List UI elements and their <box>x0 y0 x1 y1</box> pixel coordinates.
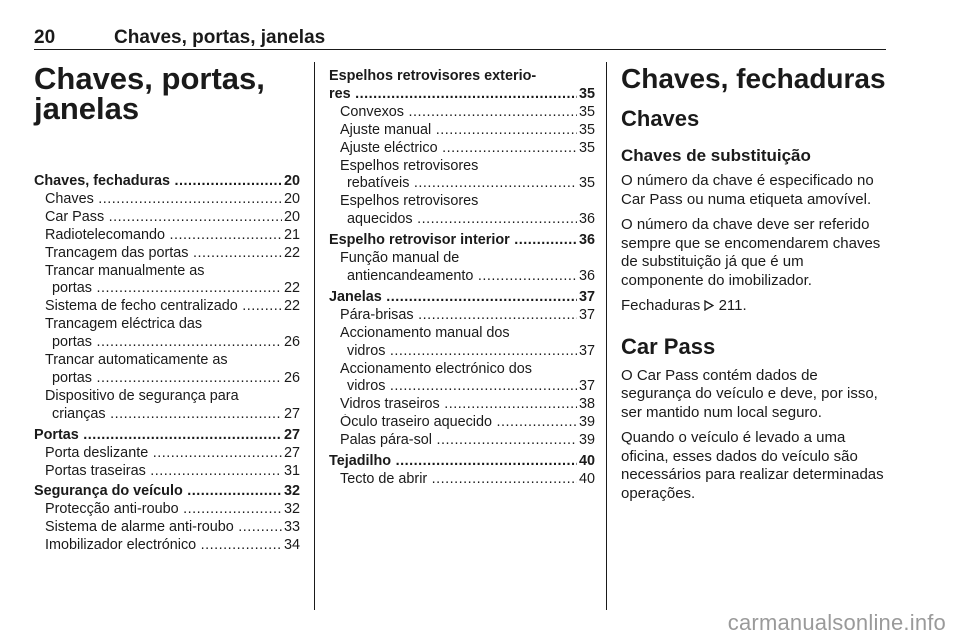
toc-page-number: 35 <box>578 103 595 120</box>
toc-entry-label: Trancagem eléctrica das <box>45 316 203 333</box>
toc-entry[interactable] <box>34 463 300 481</box>
toc-entry-row <box>34 445 300 463</box>
toc-entry-row <box>34 280 300 298</box>
toc-entry-row <box>34 298 300 316</box>
page-number: 20 <box>34 27 56 48</box>
toc-entry[interactable] <box>34 245 300 263</box>
toc-entry-row <box>34 245 300 263</box>
toc-entry[interactable] <box>329 307 595 325</box>
toc-entry-row <box>329 307 595 325</box>
toc-entry-row <box>34 501 300 519</box>
toc-entry[interactable] <box>34 501 300 519</box>
toc-section-entry[interactable] <box>329 453 595 471</box>
toc-page-number: 36 <box>578 232 595 249</box>
toc-entry-label: Trancar automaticamente as <box>45 352 228 369</box>
running-header <box>34 28 886 50</box>
column-divider <box>606 62 607 610</box>
toc-entry-row <box>329 453 595 471</box>
page-reference-arrow-icon <box>704 300 714 311</box>
toc-entry[interactable] <box>329 325 595 361</box>
toc-page-number: 35 <box>578 139 595 156</box>
toc-entry[interactable] <box>329 250 595 286</box>
subsection-heading: Car Pass <box>621 333 716 359</box>
toc-entry-row <box>34 334 300 352</box>
toc-entry-label: Radiotelecomando ..... <box>45 227 282 245</box>
toc-entry-label: Portas traseiras ..... <box>45 463 282 481</box>
toc-entry-label: Imobilizador electrónico ..... <box>45 537 282 555</box>
toc-entry-row <box>329 343 595 361</box>
toc-entry-label: Protecção anti-roubo ..... <box>45 501 282 519</box>
toc-entry-label: Trancagem das portas ..... <box>45 245 282 263</box>
toc-page-number: 37 <box>578 378 595 395</box>
paragraph: O número da chave deve ser referido sempre que se encomendarem chaves de substituição já que é um componente do imobilizador. <box>621 216 881 289</box>
toc-page-number: 33 <box>283 519 300 536</box>
toc-entry-row <box>34 483 300 501</box>
toc-entry-row <box>329 140 595 158</box>
toc-section-entry[interactable] <box>34 483 300 501</box>
toc-column-1 <box>34 62 300 555</box>
subsection-heading: Chaves <box>621 106 700 131</box>
toc-entry-label: res ..... <box>329 86 577 104</box>
toc-section-entry[interactable] <box>34 427 300 445</box>
toc-entry-row <box>34 191 300 209</box>
cross-reference-page: 211. <box>718 297 747 314</box>
section-heading: Chaves, fechaduras <box>621 63 886 94</box>
toc-page-number: 26 <box>283 334 300 351</box>
toc-page-number: 27 <box>283 444 300 461</box>
toc-entry-label: Sistema de fecho centralizado ..... <box>45 298 282 316</box>
toc-entry-row <box>329 378 595 396</box>
toc-entry-label: vidros ..... <box>347 343 577 361</box>
cross-reference[interactable] <box>621 297 889 316</box>
toc-entry[interactable] <box>34 263 300 299</box>
toc-entry-label: Segurança do veículo ..... <box>34 483 282 501</box>
toc-entry-label: Convexos ..... <box>340 104 577 122</box>
toc-page-number: 38 <box>578 396 595 413</box>
toc-entry[interactable] <box>34 352 300 388</box>
toc-entry[interactable] <box>34 388 300 424</box>
toc-entry-label: Óculo traseiro aquecido ..... <box>340 414 577 432</box>
toc-page-number: 20 <box>283 173 300 189</box>
toc-entry-label: Accionamento electrónico dos <box>340 360 532 377</box>
toc-page-number: 27 <box>283 405 300 422</box>
toc-entry-label: Palas pára-sol ..... <box>340 432 577 450</box>
toc-entry-row <box>329 211 595 229</box>
toc-page-number: 21 <box>283 226 300 243</box>
toc-entry-label: Espelhos retrovisores exterio- <box>329 68 537 84</box>
toc-entry-row <box>34 227 300 245</box>
toc-entry-label: Accionamento manual dos <box>340 324 510 341</box>
toc-entry[interactable] <box>34 227 300 245</box>
toc-entry-label: rebatíveis ..... <box>347 175 577 193</box>
toc-entry-label: Car Pass ..... <box>45 209 282 227</box>
toc-entry[interactable] <box>34 519 300 537</box>
toc-entry[interactable] <box>329 140 595 158</box>
toc-page-number: 39 <box>578 414 595 431</box>
toc-entry[interactable] <box>329 122 595 140</box>
toc-entry-label: Espelhos retrovisores <box>340 157 479 174</box>
toc-entry[interactable] <box>329 361 595 397</box>
toc-entry[interactable] <box>329 471 595 489</box>
toc-entry-label: Trancar manualmente as <box>45 262 205 279</box>
toc-section-entry[interactable] <box>34 173 300 191</box>
toc-entry-row <box>329 122 595 140</box>
toc-entry[interactable] <box>329 396 595 414</box>
toc-page-number: 20 <box>283 208 300 225</box>
toc-entry-row <box>329 289 595 307</box>
column-divider <box>314 62 315 610</box>
cross-reference-label: Fechaduras <box>621 297 701 314</box>
toc-entry-label: Pára-brisas ..... <box>340 307 577 325</box>
toc-page-number: 35 <box>578 175 595 192</box>
toc-entry-label: portas ..... <box>52 370 282 388</box>
toc-page-number: 20 <box>283 190 300 207</box>
toc-entry-row <box>329 471 595 489</box>
toc-section-entry[interactable] <box>329 68 595 104</box>
toc-entry[interactable] <box>329 104 595 122</box>
paragraph: Quando o veículo é levado a uma oficina, esses dados do veículo são necessários para realizar determinadas operações. <box>621 429 884 502</box>
toc-entry[interactable] <box>34 316 300 352</box>
toc-entry-row <box>34 463 300 481</box>
toc-entry-row <box>34 209 300 227</box>
toc-entry-label: Dispositivo de segurança para <box>45 387 239 404</box>
toc-entry[interactable] <box>34 191 300 209</box>
toc-section-entry[interactable] <box>329 289 595 307</box>
toc-entry-label: Função manual de <box>340 250 460 267</box>
toc-entry-row <box>34 406 300 424</box>
paragraph: O número da chave é especificado no Car Pass ou numa etiqueta amovível. <box>621 172 874 208</box>
toc-entry[interactable] <box>329 158 595 194</box>
toc-entry-label: aquecidos ..... <box>347 211 577 229</box>
toc-entry-row <box>329 104 595 122</box>
toc-entry[interactable] <box>34 537 300 555</box>
content-column <box>621 62 889 503</box>
toc-entry-label: Sistema de alarme anti-roubo ..... <box>45 519 282 537</box>
paragraph: O Car Pass contém dados de segurança do veículo e deve, por isso, ser mantido num local seguro. <box>621 366 878 421</box>
toc-entry-row <box>329 175 595 193</box>
toc-entry[interactable] <box>34 209 300 227</box>
toc-page-number: 32 <box>283 483 300 500</box>
toc-entry-label: Ajuste eléctrico ..... <box>340 140 577 158</box>
toc-entry[interactable] <box>329 193 595 229</box>
toc-entry[interactable] <box>329 432 595 450</box>
toc-page-number: 39 <box>578 432 595 449</box>
toc-page-number: 36 <box>578 267 595 284</box>
toc-page-number: 31 <box>283 462 300 479</box>
toc-page-number: 35 <box>578 121 595 138</box>
toc-entry-row <box>329 396 595 414</box>
sub-subsection-heading: Chaves de substituição <box>621 146 811 165</box>
toc-entry-row <box>34 537 300 555</box>
toc-page-number: 37 <box>578 306 595 323</box>
toc-entry-label: Tejadilho ..... <box>329 453 577 471</box>
toc-page-number: 26 <box>283 369 300 386</box>
toc-entry[interactable] <box>329 414 595 432</box>
toc-entry-label: Chaves ..... <box>45 191 282 209</box>
toc-entry-row <box>34 173 300 191</box>
toc-entry-row <box>329 268 595 286</box>
running-title: Chaves, portas, janelas <box>114 27 326 48</box>
toc-entry-label: crianças ..... <box>52 406 282 424</box>
toc-entry-label: Porta deslizante ..... <box>45 445 282 463</box>
toc-entry-row <box>329 232 595 250</box>
toc-entry-label: Espelho retrovisor interior ..... <box>329 232 577 250</box>
toc-page-number: 40 <box>578 470 595 487</box>
toc-entry-row <box>329 432 595 450</box>
watermark: carmanualsonline.info <box>727 610 946 635</box>
toc-page-number: 32 <box>283 501 300 518</box>
table-of-contents <box>34 173 300 555</box>
toc-entry-row <box>329 86 595 104</box>
toc-page-number: 37 <box>578 342 595 359</box>
toc-entry-row <box>34 427 300 445</box>
toc-entry-label: Ajuste manual ..... <box>340 122 577 140</box>
toc-entry-label: portas ..... <box>52 334 282 352</box>
toc-entry-label: Janelas ..... <box>329 289 577 307</box>
toc-entry-row <box>329 414 595 432</box>
toc-page-number: 36 <box>578 211 595 228</box>
toc-entry-label: Vidros traseiros ..... <box>340 396 577 414</box>
toc-page-number: 22 <box>283 244 300 261</box>
toc-page-number: 35 <box>578 85 595 102</box>
toc-page-number: 37 <box>578 288 595 305</box>
toc-entry-label: portas ..... <box>52 280 282 298</box>
toc-page-number: 40 <box>578 453 595 470</box>
toc-entry-label: Espelhos retrovisores <box>340 193 479 210</box>
toc-entry-label: Tecto de abrir ..... <box>340 471 577 489</box>
table-of-contents <box>329 68 595 489</box>
toc-entry[interactable] <box>34 445 300 463</box>
toc-entry-label: antiencandeamento ..... <box>347 268 577 286</box>
toc-entry-row <box>34 370 300 388</box>
toc-entry-label: vidros ..... <box>347 378 577 396</box>
toc-page-number: 22 <box>283 280 300 297</box>
toc-entry-row <box>34 519 300 537</box>
toc-page-number: 34 <box>283 537 300 554</box>
toc-section-entry[interactable] <box>329 232 595 250</box>
toc-column-2 <box>329 62 595 489</box>
toc-page-number: 27 <box>283 426 300 443</box>
toc-entry-label: Chaves, fechaduras ..... <box>34 173 282 191</box>
toc-page-number: 22 <box>283 298 300 315</box>
toc-entry[interactable] <box>34 298 300 316</box>
chapter-title: Chaves, portas, janelas <box>34 61 265 126</box>
toc-entry-label: Portas ..... <box>34 427 282 445</box>
